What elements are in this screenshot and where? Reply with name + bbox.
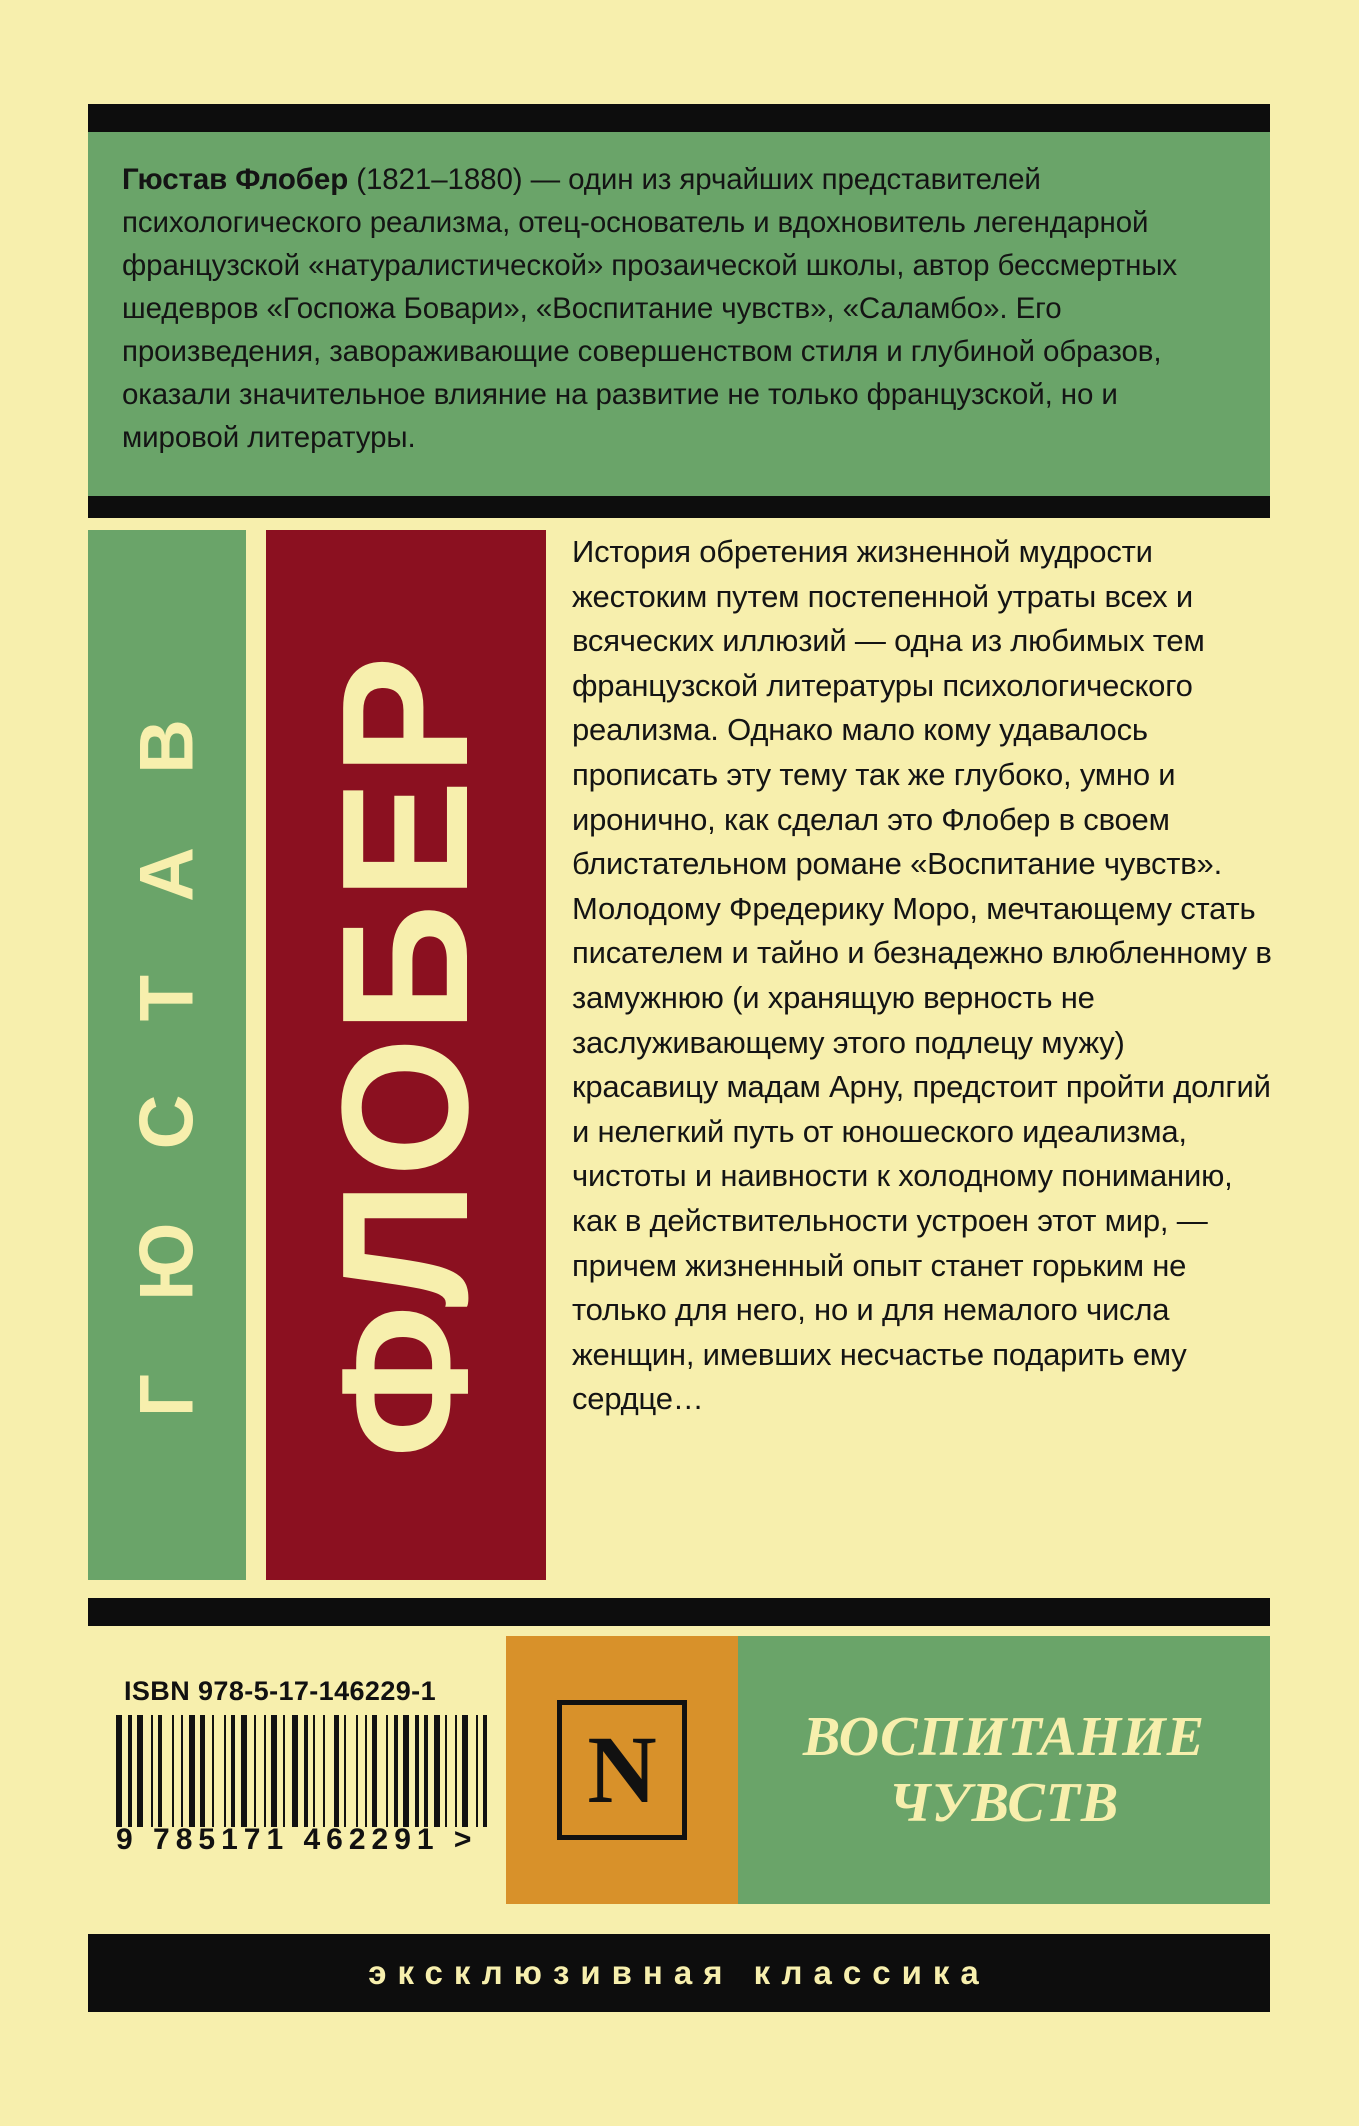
author-bio-text — [122, 158, 1236, 459]
author-bio-years: (1821–1880) — [356, 163, 523, 196]
author-bio-name: Гюстав Флобер — [122, 163, 349, 196]
author-bio-block — [88, 132, 1270, 496]
author-first-name-panel — [88, 530, 246, 1580]
author-last-name-panel — [266, 530, 546, 1580]
barcode-bars — [116, 1715, 494, 1827]
book-title-box — [738, 1636, 1270, 1904]
book-title-text: ВОСПИТАНИЕ ЧУВСТВ — [802, 1706, 1206, 1834]
annotation-paragraph-1: История обретения жизненной мудрости жестоким путем постепенной утраты всех и всяческих иллюзий — одна из любимых тем французской литературы психологического реализма. Однако мало кому удавалось прописать эту тему так же глубоко, умно и иронично, как сделал это Флобер в своем блистательном романе «Воспитание чувств». — [572, 534, 1223, 882]
top-divider-band — [88, 104, 1270, 132]
series-band — [88, 1934, 1270, 2012]
middle-divider-band — [88, 496, 1270, 518]
publisher-logo-box — [506, 1636, 738, 1904]
barcode — [116, 1715, 494, 1856]
author-bio-rest: — один из ярчайших представителей психологического реализма, отец-основатель и вдохновитель легендарной французской «натуралистической» прозаической школы, автор бессмертных шедевров «Госпожа Бовари», «Воспитание чувств», «Саламбо». Его произведения, завораживающие совершенством стиля и глубиной образов, оказали значительное влияние на развитие не только французской, но и мировой литературы. — [122, 163, 1178, 454]
barcode-digits: 9 785171 462291 > — [116, 1823, 478, 1856]
series-name: эксклюзивная классика — [368, 1954, 990, 1991]
annotation-paragraph-2: Молодому Фредерику Моро, мечтающему стать писателем и тайно и безнадежно влюбленному в замужнюю (и хранящую верность не заслуживающему этого подлецу мужу) красавицу мадам Арну, предстоит пройти долгий и нелегкий путь от юношеского идеализма, чистоты и наивности к холодному пониманию, как в действительности устроен этот мир, — причем жизненный опыт станет горьким не только для него, но и для немалого числа женщин, имевших несчастье подарить ему сердце… — [572, 890, 1272, 1417]
annotation-block — [572, 530, 1272, 1590]
lower-divider-band — [88, 1598, 1270, 1626]
author-last-name-text: ФЛОБЕР — [305, 651, 506, 1459]
author-first-name-text: Г Ю С Т А В — [124, 692, 210, 1418]
isbn-area — [108, 1676, 498, 1906]
isbn-label: ISBN 978-5-17-146229-1 — [124, 1676, 436, 1706]
publisher-logo-mark: N — [557, 1700, 687, 1840]
